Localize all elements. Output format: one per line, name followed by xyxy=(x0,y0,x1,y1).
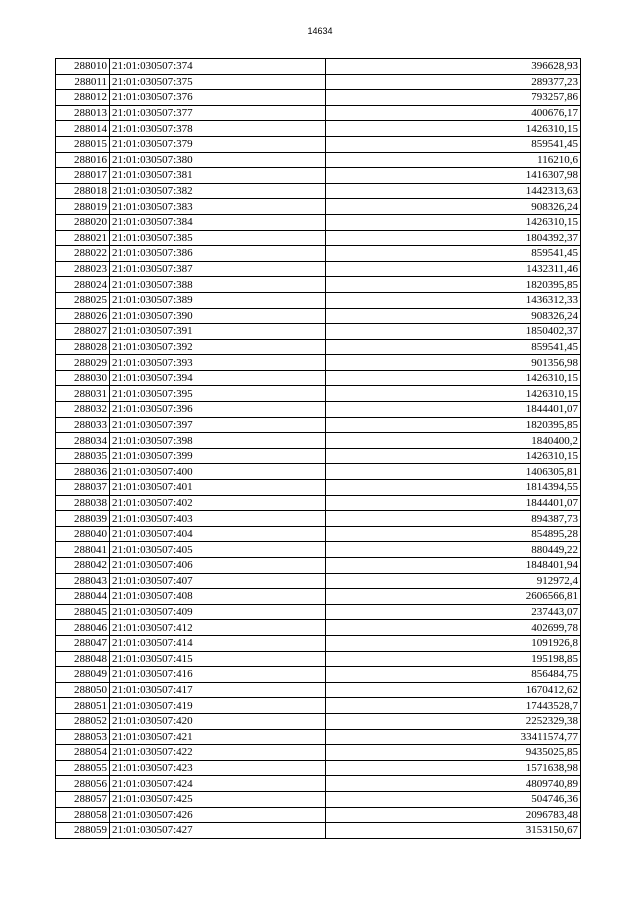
cadastral-number-cell: 21:01:030507:401 xyxy=(110,480,326,496)
row-number-cell: 288023 xyxy=(56,261,110,277)
table-row xyxy=(56,121,581,137)
table-row xyxy=(56,760,581,776)
cadastral-number-cell: 21:01:030507:423 xyxy=(110,760,326,776)
row-number-cell: 288012 xyxy=(56,90,110,106)
row-number-cell: 288022 xyxy=(56,246,110,262)
table-row xyxy=(56,791,581,807)
cadastral-number-cell: 21:01:030507:400 xyxy=(110,464,326,480)
table-row xyxy=(56,59,581,75)
table-row xyxy=(56,729,581,745)
row-number-cell: 288042 xyxy=(56,558,110,574)
table-row xyxy=(56,199,581,215)
cadastral-number-cell: 21:01:030507:402 xyxy=(110,495,326,511)
cadastral-value-cell: 1820395,85 xyxy=(326,417,581,433)
row-number-cell: 288016 xyxy=(56,152,110,168)
row-number-cell: 288050 xyxy=(56,682,110,698)
table-row xyxy=(56,511,581,527)
table-row xyxy=(56,635,581,651)
table-row xyxy=(56,573,581,589)
table-row xyxy=(56,168,581,184)
cadastral-number-cell: 21:01:030507:409 xyxy=(110,604,326,620)
table-row xyxy=(56,370,581,386)
cadastral-value-cell: 908326,24 xyxy=(326,308,581,324)
cadastral-number-cell: 21:01:030507:420 xyxy=(110,713,326,729)
cadastral-value-cell: 1571638,98 xyxy=(326,760,581,776)
cadastral-value-cell: 1850402,37 xyxy=(326,324,581,340)
cadastral-value-cell: 1432311,46 xyxy=(326,261,581,277)
table-row xyxy=(56,105,581,121)
cadastral-value-cell: 33411574,77 xyxy=(326,729,581,745)
cadastral-number-cell: 21:01:030507:374 xyxy=(110,59,326,75)
cadastral-value-cell: 1844401,07 xyxy=(326,402,581,418)
table-row xyxy=(56,480,581,496)
cadastral-number-cell: 21:01:030507:396 xyxy=(110,402,326,418)
cadastral-number-cell: 21:01:030507:387 xyxy=(110,261,326,277)
table-row xyxy=(56,620,581,636)
cadastral-value-cell: 859541,45 xyxy=(326,136,581,152)
table-row xyxy=(56,355,581,371)
cadastral-value-cell: 1814394,55 xyxy=(326,480,581,496)
cadastral-number-cell: 21:01:030507:422 xyxy=(110,745,326,761)
table-row xyxy=(56,90,581,106)
cadastral-value-cell: 859541,45 xyxy=(326,246,581,262)
table-row xyxy=(56,292,581,308)
cadastral-value-cell: 504746,36 xyxy=(326,791,581,807)
row-number-cell: 288059 xyxy=(56,823,110,839)
row-number-cell: 288037 xyxy=(56,480,110,496)
cadastral-value-cell: 3153150,67 xyxy=(326,823,581,839)
table-row xyxy=(56,667,581,683)
cadastral-value-cell: 17443528,7 xyxy=(326,698,581,714)
row-number-cell: 288017 xyxy=(56,168,110,184)
cadastral-number-cell: 21:01:030507:425 xyxy=(110,791,326,807)
cadastral-number-cell: 21:01:030507:393 xyxy=(110,355,326,371)
cadastral-number-cell: 21:01:030507:416 xyxy=(110,667,326,683)
row-number-cell: 288036 xyxy=(56,464,110,480)
table-row xyxy=(56,542,581,558)
row-number-cell: 288044 xyxy=(56,589,110,605)
table-row xyxy=(56,776,581,792)
row-number-cell: 288010 xyxy=(56,59,110,75)
table-row xyxy=(56,417,581,433)
table-row xyxy=(56,682,581,698)
cadastral-value-cell: 1426310,15 xyxy=(326,448,581,464)
cadastral-value-cell: 237443,07 xyxy=(326,604,581,620)
cadastral-number-cell: 21:01:030507:394 xyxy=(110,370,326,386)
cadastral-number-cell: 21:01:030507:404 xyxy=(110,526,326,542)
table-row xyxy=(56,136,581,152)
cadastral-value-cell: 402699,78 xyxy=(326,620,581,636)
cadastral-value-cell: 1406305,81 xyxy=(326,464,581,480)
row-number-cell: 288048 xyxy=(56,651,110,667)
cadastral-value-cell: 1416307,98 xyxy=(326,168,581,184)
table-row xyxy=(56,183,581,199)
cadastral-number-cell: 21:01:030507:379 xyxy=(110,136,326,152)
row-number-cell: 288041 xyxy=(56,542,110,558)
cadastral-number-cell: 21:01:030507:397 xyxy=(110,417,326,433)
cadastral-number-cell: 21:01:030507:398 xyxy=(110,433,326,449)
cadastral-number-cell: 21:01:030507:408 xyxy=(110,589,326,605)
row-number-cell: 288018 xyxy=(56,183,110,199)
table-row xyxy=(56,261,581,277)
table-row xyxy=(56,604,581,620)
page-number: 14634 xyxy=(307,26,333,36)
cadastral-number-cell: 21:01:030507:426 xyxy=(110,807,326,823)
table-row xyxy=(56,698,581,714)
cadastral-value-cell: 1848401,94 xyxy=(326,558,581,574)
row-number-cell: 288056 xyxy=(56,776,110,792)
table-row xyxy=(56,402,581,418)
table-row xyxy=(56,246,581,262)
cadastral-number-cell: 21:01:030507:405 xyxy=(110,542,326,558)
row-number-cell: 288025 xyxy=(56,292,110,308)
table-row xyxy=(56,433,581,449)
row-number-cell: 288054 xyxy=(56,745,110,761)
row-number-cell: 288047 xyxy=(56,635,110,651)
cadastral-value-cell: 1670412,62 xyxy=(326,682,581,698)
cadastral-value-cell: 289377,23 xyxy=(326,74,581,90)
row-number-cell: 288013 xyxy=(56,105,110,121)
cadastral-value-cell: 2252329,38 xyxy=(326,713,581,729)
row-number-cell: 288019 xyxy=(56,199,110,215)
cadastral-value-cell: 1844401,07 xyxy=(326,495,581,511)
table-body xyxy=(56,59,581,839)
cadastral-number-cell: 21:01:030507:385 xyxy=(110,230,326,246)
cadastral-value-cell: 854895,28 xyxy=(326,526,581,542)
cadastral-value-cell: 396628,93 xyxy=(326,59,581,75)
row-number-cell: 288045 xyxy=(56,604,110,620)
cadastral-value-cell: 1426310,15 xyxy=(326,370,581,386)
cadastral-value-cell: 1426310,15 xyxy=(326,121,581,137)
row-number-cell: 288055 xyxy=(56,760,110,776)
cadastral-number-cell: 21:01:030507:384 xyxy=(110,214,326,230)
row-number-cell: 288040 xyxy=(56,526,110,542)
row-number-cell: 288049 xyxy=(56,667,110,683)
cadastral-value-table xyxy=(55,58,581,839)
row-number-cell: 288031 xyxy=(56,386,110,402)
cadastral-value-cell: 894387,73 xyxy=(326,511,581,527)
cadastral-value-cell: 1820395,85 xyxy=(326,277,581,293)
cadastral-value-cell: 195198,85 xyxy=(326,651,581,667)
cadastral-number-cell: 21:01:030507:399 xyxy=(110,448,326,464)
cadastral-number-cell: 21:01:030507:407 xyxy=(110,573,326,589)
row-number-cell: 288058 xyxy=(56,807,110,823)
cadastral-value-cell: 880449,22 xyxy=(326,542,581,558)
row-number-cell: 288020 xyxy=(56,214,110,230)
row-number-cell: 288024 xyxy=(56,277,110,293)
row-number-cell: 288026 xyxy=(56,308,110,324)
cadastral-number-cell: 21:01:030507:386 xyxy=(110,246,326,262)
row-number-cell: 288038 xyxy=(56,495,110,511)
cadastral-number-cell: 21:01:030507:427 xyxy=(110,823,326,839)
cadastral-value-cell: 1426310,15 xyxy=(326,214,581,230)
row-number-cell: 288014 xyxy=(56,121,110,137)
table-row xyxy=(56,713,581,729)
cadastral-value-cell: 1426310,15 xyxy=(326,386,581,402)
cadastral-number-cell: 21:01:030507:376 xyxy=(110,90,326,106)
cadastral-number-cell: 21:01:030507:415 xyxy=(110,651,326,667)
table-row xyxy=(56,823,581,839)
row-number-cell: 288039 xyxy=(56,511,110,527)
cadastral-number-cell: 21:01:030507:403 xyxy=(110,511,326,527)
cadastral-number-cell: 21:01:030507:377 xyxy=(110,105,326,121)
cadastral-value-cell: 1804392,37 xyxy=(326,230,581,246)
cadastral-number-cell: 21:01:030507:421 xyxy=(110,729,326,745)
cadastral-value-cell: 116210,6 xyxy=(326,152,581,168)
table-row xyxy=(56,74,581,90)
cadastral-number-cell: 21:01:030507:417 xyxy=(110,682,326,698)
cadastral-number-cell: 21:01:030507:381 xyxy=(110,168,326,184)
row-number-cell: 288051 xyxy=(56,698,110,714)
cadastral-value-cell: 1091926,8 xyxy=(326,635,581,651)
cadastral-number-cell: 21:01:030507:424 xyxy=(110,776,326,792)
table-row xyxy=(56,495,581,511)
table-row xyxy=(56,324,581,340)
cadastral-number-cell: 21:01:030507:395 xyxy=(110,386,326,402)
cadastral-number-cell: 21:01:030507:388 xyxy=(110,277,326,293)
cadastral-value-cell: 1442313,63 xyxy=(326,183,581,199)
row-number-cell: 288057 xyxy=(56,791,110,807)
row-number-cell: 288043 xyxy=(56,573,110,589)
table-row xyxy=(56,558,581,574)
cadastral-value-cell: 2606566,81 xyxy=(326,589,581,605)
table-row xyxy=(56,589,581,605)
row-number-cell: 288011 xyxy=(56,74,110,90)
table-row xyxy=(56,745,581,761)
table-row xyxy=(56,526,581,542)
cadastral-number-cell: 21:01:030507:382 xyxy=(110,183,326,199)
table-row xyxy=(56,152,581,168)
cadastral-value-cell: 400676,17 xyxy=(326,105,581,121)
cadastral-number-cell: 21:01:030507:419 xyxy=(110,698,326,714)
row-number-cell: 288029 xyxy=(56,355,110,371)
row-number-cell: 288028 xyxy=(56,339,110,355)
row-number-cell: 288015 xyxy=(56,136,110,152)
cadastral-number-cell: 21:01:030507:380 xyxy=(110,152,326,168)
table-row xyxy=(56,277,581,293)
cadastral-value-cell: 2096783,48 xyxy=(326,807,581,823)
cadastral-number-cell: 21:01:030507:378 xyxy=(110,121,326,137)
row-number-cell: 288053 xyxy=(56,729,110,745)
table-row xyxy=(56,464,581,480)
cadastral-value-cell: 1436312,33 xyxy=(326,292,581,308)
cadastral-number-cell: 21:01:030507:392 xyxy=(110,339,326,355)
cadastral-value-cell: 859541,45 xyxy=(326,339,581,355)
row-number-cell: 288027 xyxy=(56,324,110,340)
table-row xyxy=(56,807,581,823)
cadastral-number-cell: 21:01:030507:390 xyxy=(110,308,326,324)
cadastral-value-cell: 4809740,89 xyxy=(326,776,581,792)
cadastral-number-cell: 21:01:030507:375 xyxy=(110,74,326,90)
table-row xyxy=(56,230,581,246)
row-number-cell: 288033 xyxy=(56,417,110,433)
table-row xyxy=(56,339,581,355)
cadastral-value-cell: 908326,24 xyxy=(326,199,581,215)
cadastral-number-cell: 21:01:030507:406 xyxy=(110,558,326,574)
row-number-cell: 288021 xyxy=(56,230,110,246)
cadastral-value-cell: 912972,4 xyxy=(326,573,581,589)
cadastral-number-cell: 21:01:030507:389 xyxy=(110,292,326,308)
cadastral-number-cell: 21:01:030507:414 xyxy=(110,635,326,651)
table-row xyxy=(56,214,581,230)
cadastral-value-cell: 901356,98 xyxy=(326,355,581,371)
cadastral-number-cell: 21:01:030507:383 xyxy=(110,199,326,215)
row-number-cell: 288052 xyxy=(56,713,110,729)
cadastral-value-cell: 793257,86 xyxy=(326,90,581,106)
table-row xyxy=(56,386,581,402)
cadastral-value-cell: 9435025,85 xyxy=(326,745,581,761)
cadastral-value-cell: 1840400,2 xyxy=(326,433,581,449)
cadastral-number-cell: 21:01:030507:391 xyxy=(110,324,326,340)
table-row xyxy=(56,308,581,324)
row-number-cell: 288046 xyxy=(56,620,110,636)
table-row xyxy=(56,448,581,464)
row-number-cell: 288035 xyxy=(56,448,110,464)
row-number-cell: 288032 xyxy=(56,402,110,418)
row-number-cell: 288030 xyxy=(56,370,110,386)
cadastral-number-cell: 21:01:030507:412 xyxy=(110,620,326,636)
cadastral-value-cell: 856484,75 xyxy=(326,667,581,683)
table-row xyxy=(56,651,581,667)
row-number-cell: 288034 xyxy=(56,433,110,449)
